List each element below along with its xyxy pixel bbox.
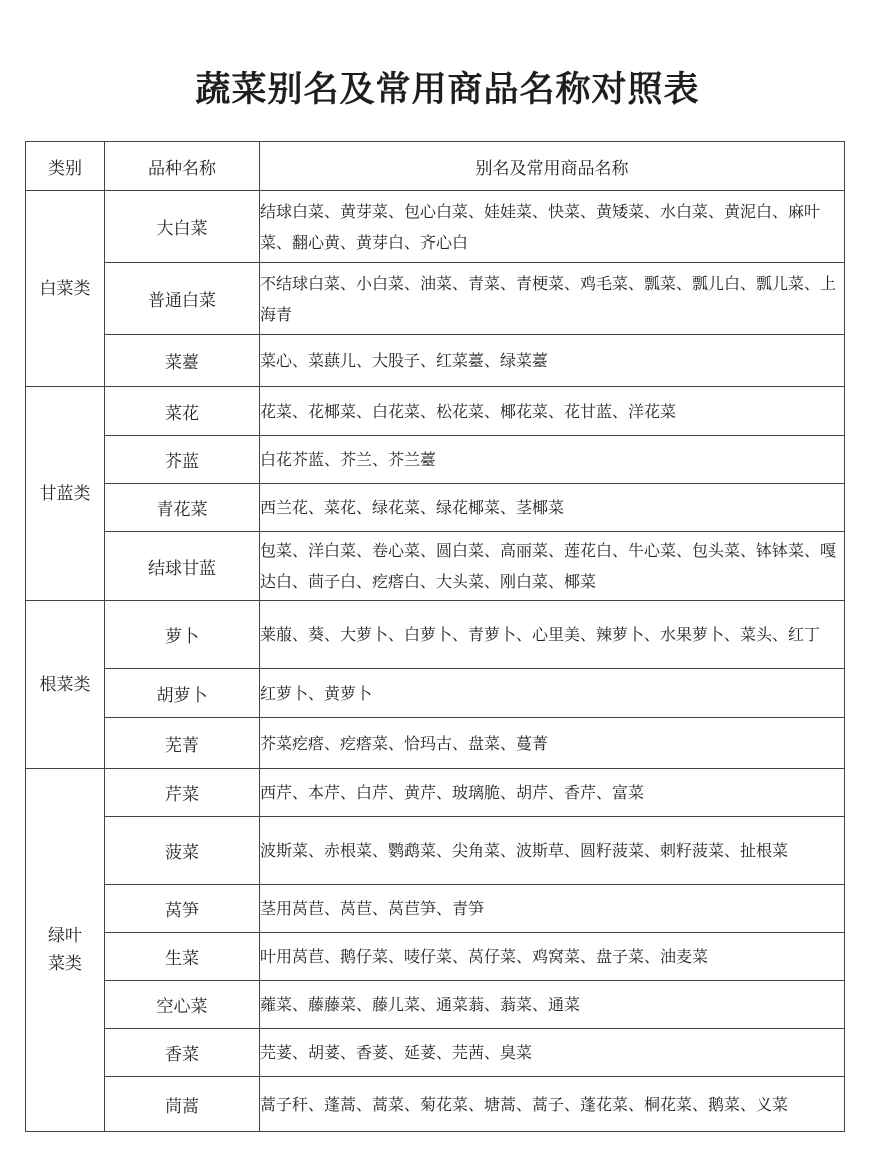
- table-row: [26, 191, 845, 263]
- header-variety: 品种名称: [105, 142, 260, 191]
- variety-cell: 菠菜: [105, 817, 260, 885]
- table-row: [26, 1077, 845, 1132]
- table-row: [26, 387, 845, 436]
- table-row: [26, 263, 845, 335]
- vegetable-alias-table: [25, 141, 845, 1132]
- aliases-cell: 包菜、洋白菜、卷心菜、圆白菜、高丽菜、莲花白、牛心菜、包头菜、钵钵菜、嘎达白、茴子白、疙瘩白、大头菜、刚白菜、椰菜: [260, 532, 845, 601]
- variety-cell: 莴笋: [105, 885, 260, 933]
- variety-cell: 普通白菜: [105, 263, 260, 335]
- variety-cell: 芹菜: [105, 769, 260, 817]
- page-title: 蔬菜别名及常用商品名称对照表: [195, 70, 700, 110]
- aliases-cell: 花菜、花椰菜、白花菜、松花菜、椰花菜、花甘蓝、洋花菜: [260, 387, 845, 436]
- header-category: 类别: [26, 142, 105, 191]
- variety-cell: 生菜: [105, 933, 260, 981]
- category-cell: 根菜类: [26, 601, 105, 769]
- table-row: [26, 484, 845, 532]
- category-cell: [26, 769, 105, 1132]
- table-row: [26, 718, 845, 769]
- variety-cell: 茼蒿: [105, 1077, 260, 1132]
- variety-cell: 香菜: [105, 1029, 260, 1077]
- header-row: [26, 142, 845, 191]
- aliases-cell: 蕹菜、藤藤菜、藤儿菜、通菜蓊、蓊菜、通菜: [260, 981, 845, 1029]
- aliases-cell: 红萝卜、黄萝卜: [260, 669, 845, 718]
- variety-cell: 青花菜: [105, 484, 260, 532]
- table-row: [26, 669, 845, 718]
- aliases-cell: 西芹、本芹、白芹、黄芹、玻璃脆、胡芹、香芹、富菜: [260, 769, 845, 817]
- variety-cell: 菜花: [105, 387, 260, 436]
- table-row: [26, 601, 845, 669]
- variety-cell: 芜菁: [105, 718, 260, 769]
- variety-cell: 大白菜: [105, 191, 260, 263]
- table-row: [26, 769, 845, 817]
- aliases-cell: 白花芥蓝、芥兰、芥兰薹: [260, 436, 845, 484]
- aliases-cell: 结球白菜、黄芽菜、包心白菜、娃娃菜、快菜、黄矮菜、水白菜、黄泥白、麻叶菜、翻心黄、黄芽白、齐心白: [260, 191, 845, 263]
- aliases-cell: 西兰花、菜花、绿花菜、绿花椰菜、茎椰菜: [260, 484, 845, 532]
- table-row: [26, 335, 845, 387]
- aliases-cell: 叶用莴苣、鹅仔菜、唛仔菜、莴仔菜、鸡窝菜、盘子菜、油麦菜: [260, 933, 845, 981]
- aliases-cell: 波斯菜、赤根菜、鹦鹉菜、尖角菜、波斯草、圆籽菠菜、刺籽菠菜、扯根菜: [260, 817, 845, 885]
- aliases-cell: 莱菔、葵、大萝卜、白萝卜、青萝卜、心里美、辣萝卜、水果萝卜、菜头、红丁: [260, 601, 845, 669]
- category-cell: 甘蓝类: [26, 387, 105, 601]
- variety-cell: 结球甘蓝: [105, 532, 260, 601]
- table-row: [26, 1029, 845, 1077]
- aliases-cell: 不结球白菜、小白菜、油菜、青菜、青梗菜、鸡毛菜、瓢菜、瓢儿白、瓢儿菜、上海青: [260, 263, 845, 335]
- variety-cell: 芥蓝: [105, 436, 260, 484]
- aliases-cell: 芥菜疙瘩、疙瘩菜、恰玛古、盘菜、蔓菁: [260, 718, 845, 769]
- category-cell: 白菜类: [26, 191, 105, 387]
- variety-cell: 菜薹: [105, 335, 260, 387]
- table-row: [26, 933, 845, 981]
- table-row: [26, 817, 845, 885]
- category-label: 绿叶菜类: [48, 926, 82, 974]
- aliases-cell: 茎用莴苣、莴苣、莴苣笋、青笋: [260, 885, 845, 933]
- variety-cell: 胡萝卜: [105, 669, 260, 718]
- variety-cell: 空心菜: [105, 981, 260, 1029]
- aliases-cell: 芫荽、胡荽、香荽、延荽、芫茜、臭菜: [260, 1029, 845, 1077]
- table-row: [26, 885, 845, 933]
- table-row: [26, 532, 845, 601]
- aliases-cell: 菜心、菜蕻儿、大股子、红菜薹、绿菜薹: [260, 335, 845, 387]
- table-row: [26, 981, 845, 1029]
- variety-cell: 萝卜: [105, 601, 260, 669]
- table-row: [26, 436, 845, 484]
- aliases-cell: 蒿子秆、蓬蒿、蒿菜、菊花菜、塘蒿、蒿子、蓬花菜、桐花菜、鹅菜、义菜: [260, 1077, 845, 1132]
- header-aliases: 别名及常用商品名称: [260, 142, 845, 191]
